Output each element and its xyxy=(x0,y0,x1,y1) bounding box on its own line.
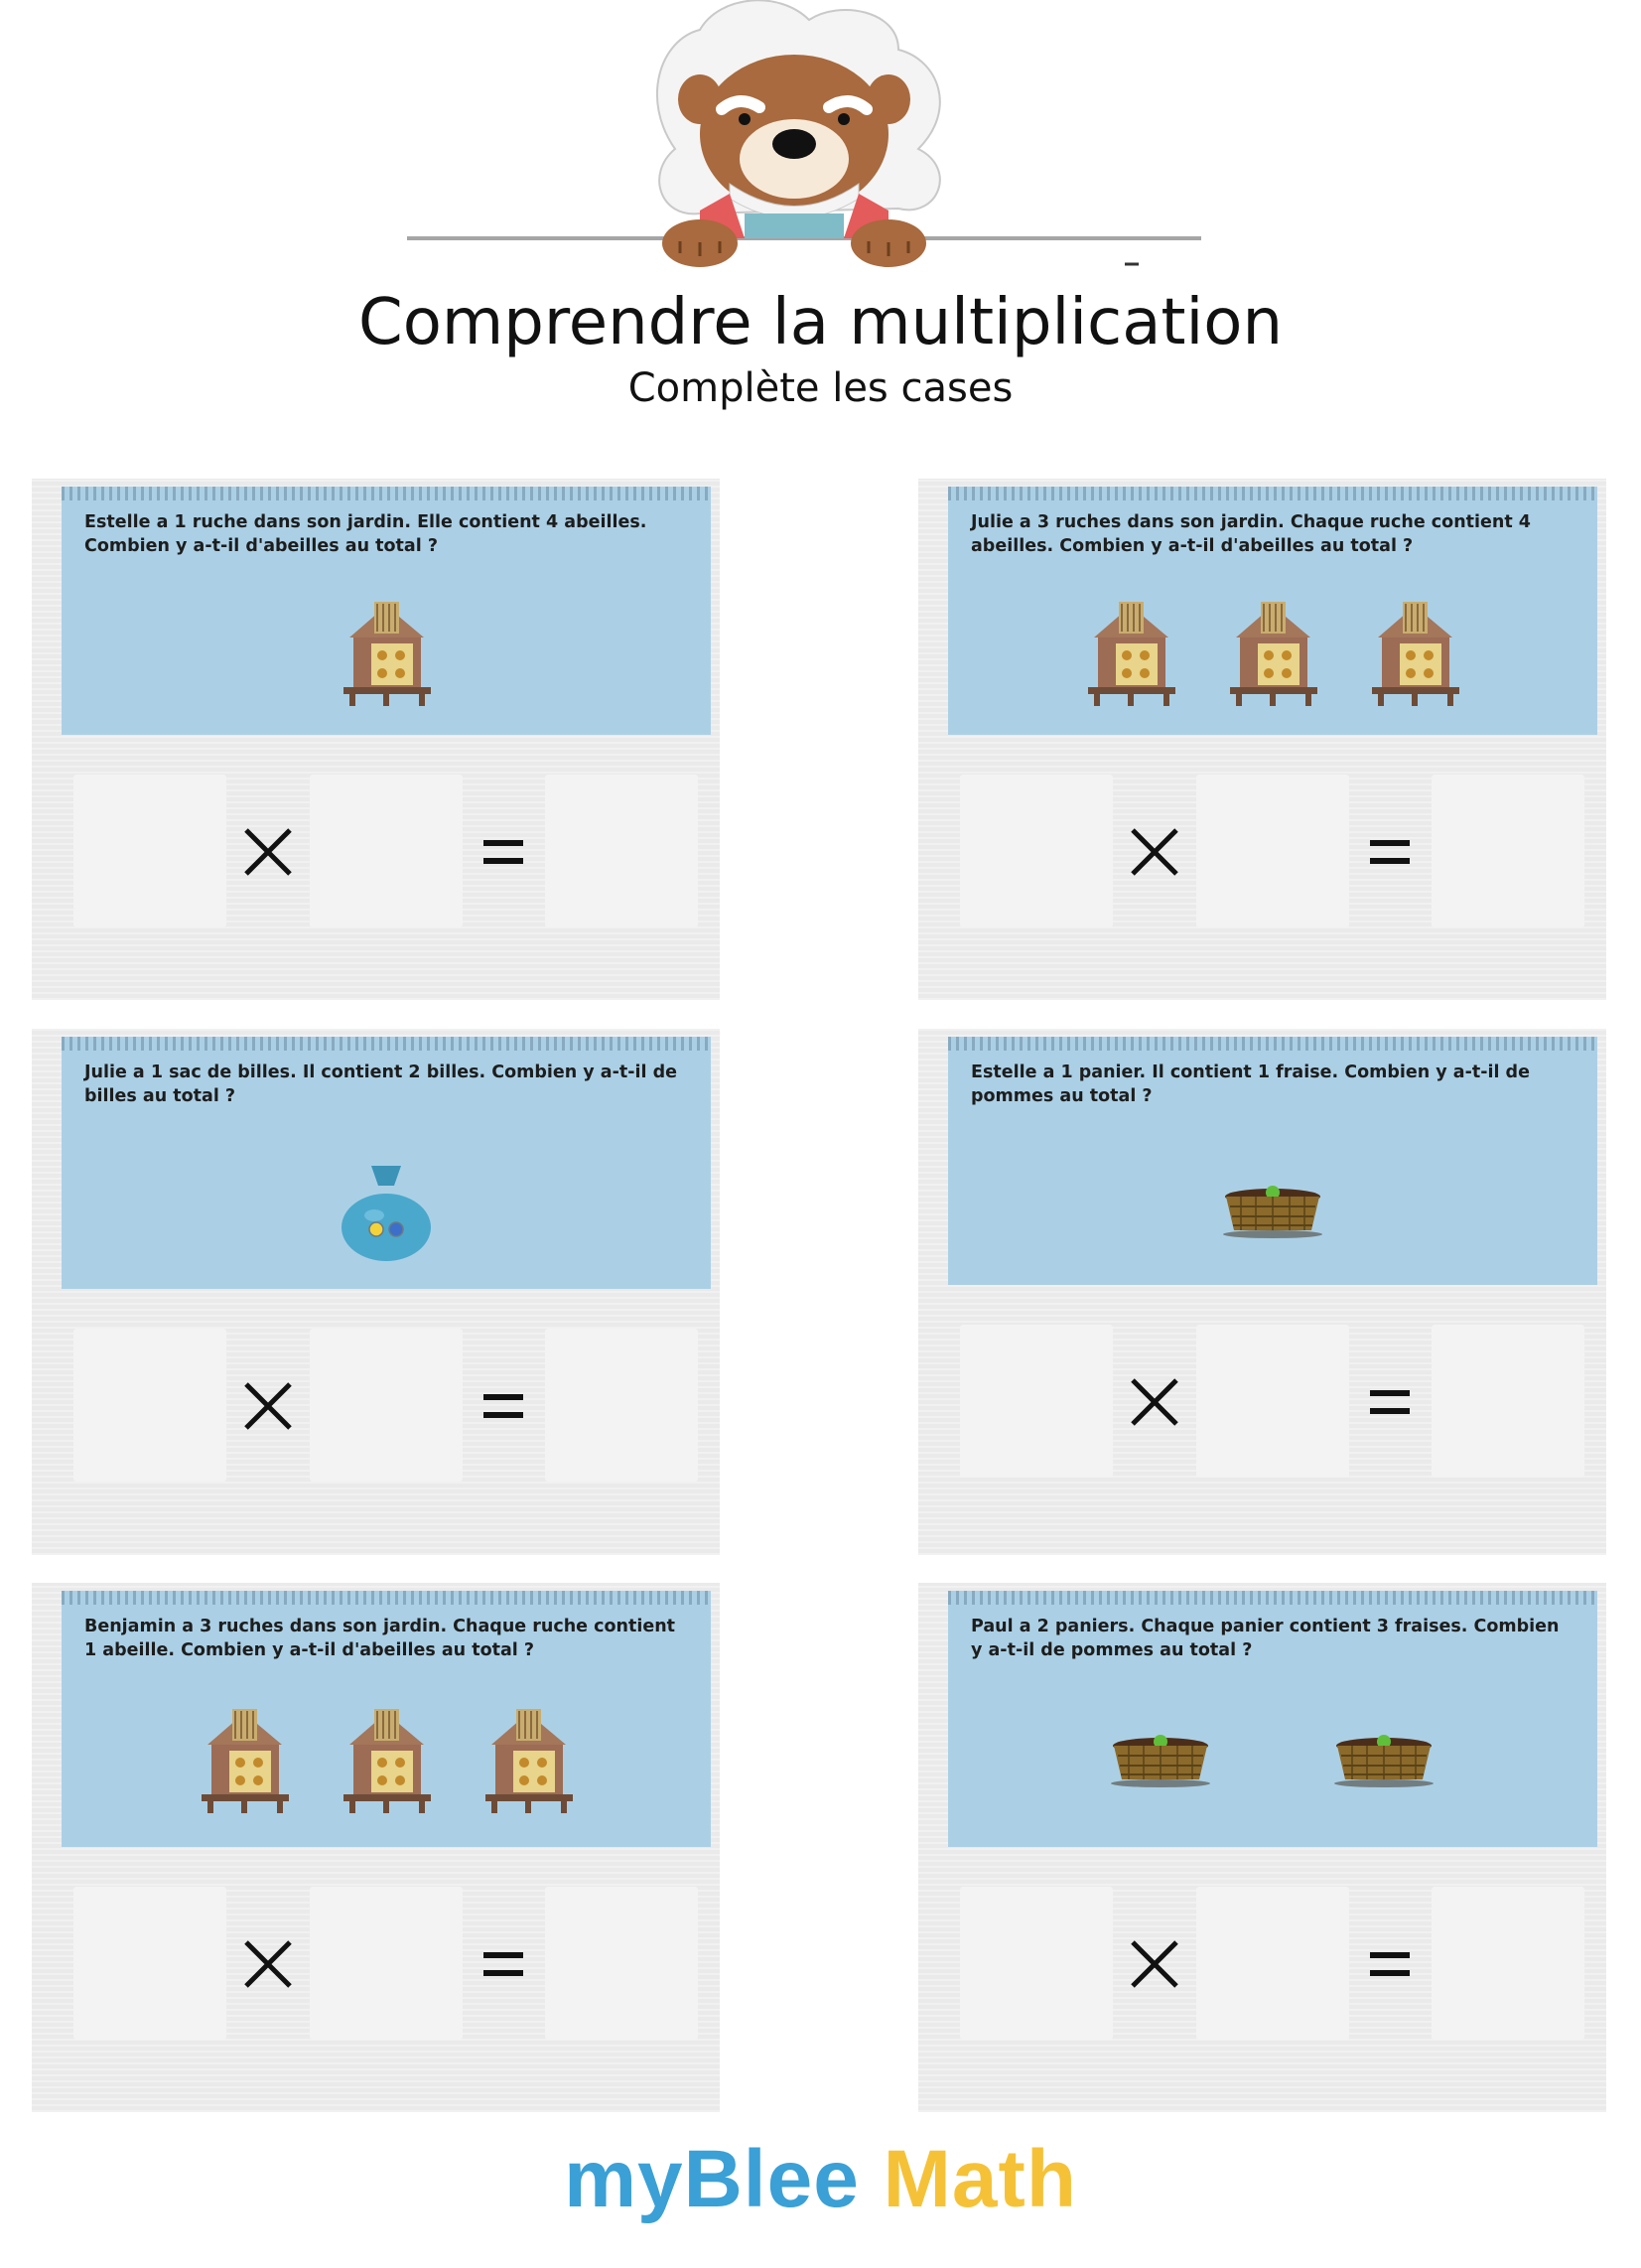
factor-1-box[interactable] xyxy=(960,1325,1113,1478)
factor-2-box[interactable] xyxy=(1196,1887,1349,2040)
equals-sign xyxy=(474,822,533,882)
logo xyxy=(0,2133,1641,2226)
exercise-card xyxy=(32,1029,720,1555)
exercise-card xyxy=(918,1029,1606,1555)
equals-sign xyxy=(1360,1372,1420,1432)
beehive-icon xyxy=(472,1705,586,1823)
beehive-icon xyxy=(330,598,444,716)
basket-icon xyxy=(1104,1730,1218,1793)
result-box[interactable] xyxy=(1432,1887,1584,2040)
equals-sign xyxy=(474,1376,533,1436)
beehive-icon xyxy=(1358,598,1472,716)
exercise-question: Julie a 3 ruches dans son jardin. Chaque ruche contient 4 abeilles. Combien y a-t-il d'abeilles au total ? xyxy=(971,512,1531,556)
exercise-illustration xyxy=(62,1156,711,1269)
notebook-spiral xyxy=(62,1037,711,1051)
times-sign xyxy=(238,1376,298,1436)
exercise-prompt xyxy=(62,1037,711,1289)
exercise-illustration xyxy=(948,1730,1597,1793)
notebook-spiral xyxy=(62,487,711,500)
exercise-question: Paul a 2 paniers. Chaque panier contient 3 fraises. Combien y a-t-il de pommes au total ? xyxy=(971,1617,1560,1660)
beehive-icon xyxy=(1074,598,1188,716)
times-sign xyxy=(1125,1372,1184,1432)
exercise-card xyxy=(918,1583,1606,2112)
exercise-question: Julie a 1 sac de billes. Il contient 2 billes. Combien y a-t-il de billes au total ? xyxy=(84,1063,677,1106)
times-sign xyxy=(1125,822,1184,882)
exercise-card xyxy=(32,1583,720,2112)
notebook-spiral xyxy=(948,487,1597,500)
factor-2-box[interactable] xyxy=(1196,1325,1349,1478)
result-box[interactable] xyxy=(545,1329,698,1482)
exercise-illustration xyxy=(948,1181,1597,1244)
exercise-card xyxy=(918,479,1606,1000)
exercise-prompt xyxy=(948,1037,1597,1285)
exercise-illustration xyxy=(62,598,711,716)
factor-1-box[interactable] xyxy=(73,775,226,927)
equals-sign xyxy=(1360,1934,1420,1994)
exercise-question: Estelle a 1 ruche dans son jardin. Elle contient 4 abeilles. Combien y a-t-il d'abeilles au total ? xyxy=(84,512,647,556)
exercise-question: Estelle a 1 panier. Il contient 1 fraise. Combien y a-t-il de pommes au total ? xyxy=(971,1063,1530,1106)
exercise-prompt xyxy=(62,1591,711,1847)
basket-icon xyxy=(1327,1730,1441,1793)
result-box[interactable] xyxy=(545,775,698,927)
exercise-illustration xyxy=(62,1705,711,1823)
equals-sign xyxy=(1360,822,1420,882)
factor-2-box[interactable] xyxy=(310,775,463,927)
beehive-icon xyxy=(1216,598,1330,716)
exercise-prompt xyxy=(62,487,711,735)
mascot-illustration xyxy=(402,0,1246,273)
result-box[interactable] xyxy=(1432,775,1584,927)
factor-2-box[interactable] xyxy=(310,1329,463,1482)
page-title: Comprendre la multiplication xyxy=(358,286,1283,359)
exercise-question: Benjamin a 3 ruches dans son jardin. Chaque ruche contient 1 abeille. Combien y a-t-il d'abeilles au total ? xyxy=(84,1617,676,1660)
factor-2-box[interactable] xyxy=(1196,775,1349,927)
logo-part-myblee: myBlee xyxy=(564,2134,860,2224)
factor-1-box[interactable] xyxy=(73,1887,226,2040)
notebook-spiral xyxy=(948,1037,1597,1051)
exercise-card xyxy=(32,479,720,1000)
times-sign xyxy=(1125,1934,1184,1994)
logo-part-math: Math xyxy=(883,2134,1077,2224)
basket-icon xyxy=(1216,1181,1330,1244)
beehive-icon xyxy=(188,1705,302,1823)
exercise-prompt xyxy=(948,1591,1597,1847)
marble-bag-icon xyxy=(337,1156,436,1269)
times-sign xyxy=(238,822,298,882)
result-box[interactable] xyxy=(1432,1325,1584,1478)
notebook-spiral xyxy=(948,1591,1597,1605)
times-sign xyxy=(238,1934,298,1994)
exercise-illustration xyxy=(948,598,1597,716)
result-box[interactable] xyxy=(545,1887,698,2040)
factor-2-box[interactable] xyxy=(310,1887,463,2040)
beehive-icon xyxy=(330,1705,444,1823)
notebook-spiral xyxy=(62,1591,711,1605)
page-subtitle: Complète les cases xyxy=(627,365,1014,411)
factor-1-box[interactable] xyxy=(960,1887,1113,2040)
equals-sign xyxy=(474,1934,533,1994)
factor-1-box[interactable] xyxy=(73,1329,226,1482)
exercise-prompt xyxy=(948,487,1597,735)
factor-1-box[interactable] xyxy=(960,775,1113,927)
